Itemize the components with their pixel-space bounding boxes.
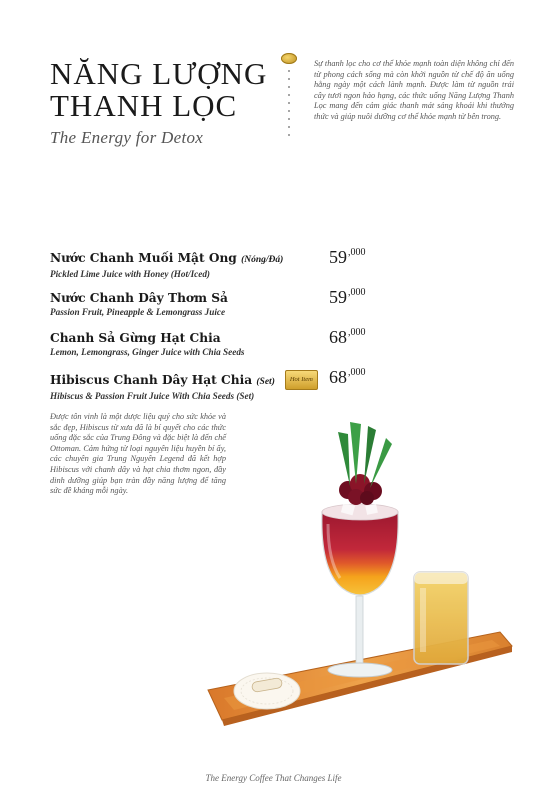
page-title-line-2: THANH LỌC (50, 88, 238, 123)
divider-dot (288, 102, 290, 104)
cocktail-glass (322, 512, 398, 595)
divider-dot (288, 70, 290, 72)
menu-item[interactable] (50, 247, 510, 290)
item-name: Hibiscus Chanh Dây Hạt Chia (Set) Hot Item (50, 370, 510, 390)
divider-dot (288, 78, 290, 80)
item-english-name: Hibiscus & Passion Fruit Juice With Chia Seeds (Set) (50, 391, 255, 401)
menu-list (50, 247, 510, 410)
hibiscus-garnish (339, 474, 382, 505)
glass-base (328, 663, 392, 677)
page-subtitle: The Energy for Detox (50, 128, 204, 147)
glass-stem (356, 596, 363, 668)
divider-dot (288, 126, 290, 128)
item-price: $59^{,000}$ (329, 287, 366, 307)
page-title-line-1: NĂNG LƯỢNG (50, 56, 268, 91)
divider-dot (288, 118, 290, 120)
doily (234, 673, 300, 709)
item-english-name: Pickled Lime Juice with Honey (Hot/Iced) (50, 269, 210, 279)
gold-seal-icon (281, 53, 297, 64)
divider-dot (288, 86, 290, 88)
item-name: Chanh Sả Gừng Hạt Chia (50, 331, 221, 345)
item-name: Nước Chanh Dây Thơm Sả (50, 291, 228, 305)
item-english-name: Passion Fruit, Pineapple & Lemongrass Juice (50, 307, 226, 317)
menu-item[interactable] (50, 327, 510, 370)
hot-item-badge: Hot Item (285, 370, 318, 390)
footer-tagline: The Energy Coffee That Changes Life (205, 773, 342, 783)
title-block (50, 58, 267, 148)
divider-dot (288, 94, 290, 96)
intro-paragraph: Sự thanh lọc cho cơ thể khỏe mạnh toàn diện không chỉ đến từ phong cách sống mà còn khởi nguồn từ chế độ ăn uống hằng ngày một cách lành mạnh. Được làm từ nguồn trái cây tươi ngon hảo hạng, các thức uống Năng Lượng Thanh Lọc mang đến cảm giác thanh mát sảng khoái khi thưởng thức và giúp nuôi dưỡng cơ thể khỏe mạnh từ bên trong. (314, 59, 514, 121)
item-price: $59^{,000}$ (329, 247, 366, 267)
drink-photo (200, 420, 530, 730)
item-price: $68^{,000}$ (329, 367, 366, 387)
divider-dot (288, 110, 290, 112)
menu-item[interactable] (50, 287, 510, 330)
gold-badge-ornament (279, 53, 299, 136)
item-price: $68^{,000}$ (329, 327, 366, 347)
hibiscus-description: Được tôn vinh là một dược liệu quý cho sức khỏe và sắc đẹp, Hibiscus từ xưa đã là bí quyết cho các thức uống đặc sắc của Trung Đông và đặc biệt là đến chế Ottoman. Cảm hứng từ loại nguyên liệu huyền bí ấy, các chuyên gia Trung Nguyên Legend đã kết hợp Hibiscus với chanh dây và hạt chia thơm ngon, đầy dinh dưỡng giúp bạn tràn đầy năng lượng để tăng sức đề kháng mỗi ngày. (50, 412, 226, 496)
item-note: (Set) (256, 377, 275, 387)
item-english-name: Lemon, Lemongrass, Ginger Juice with Chia Seeds (50, 347, 245, 357)
pandan-leaves (338, 422, 392, 488)
divider-dot (288, 134, 290, 136)
item-note: (Nóng/Đá) (241, 255, 284, 265)
item-name: Nước Chanh Muối Mật Ong (Nóng/Đá) (50, 251, 284, 265)
menu-item[interactable] (50, 367, 510, 410)
